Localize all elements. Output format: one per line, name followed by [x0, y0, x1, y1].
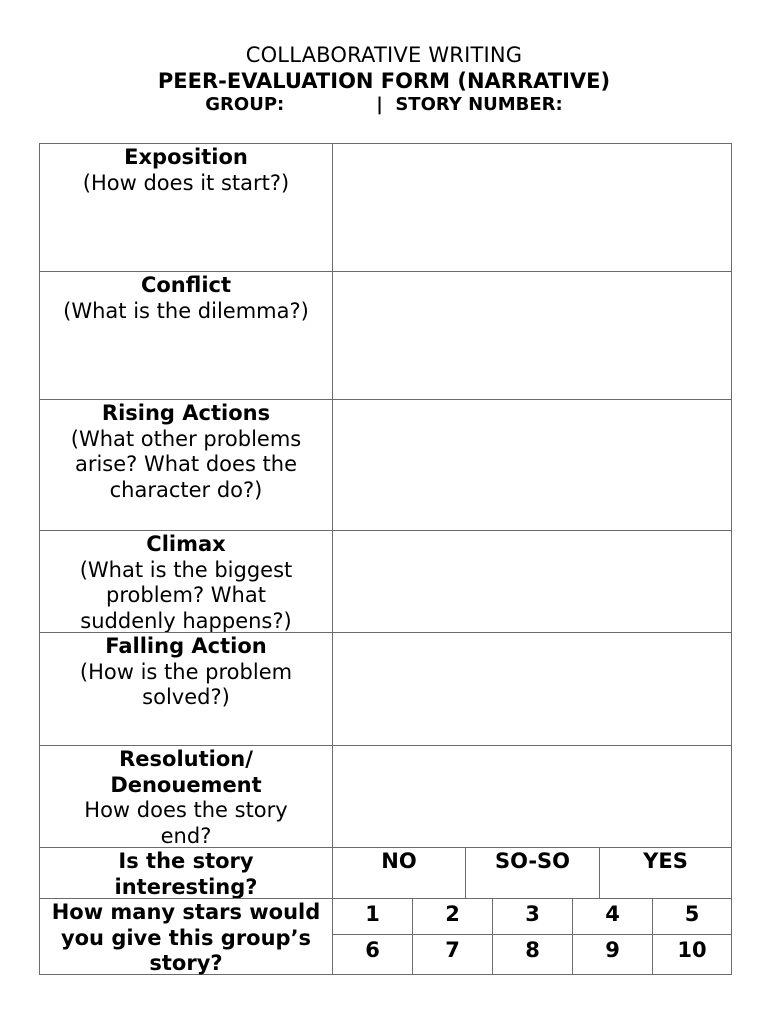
group-label: GROUP:: [205, 94, 285, 115]
star-option-4[interactable]: 4: [572, 898, 653, 935]
section-title: Resolution/ Denouement: [110, 747, 262, 797]
star-option-6[interactable]: 6: [332, 934, 413, 975]
header-separator: |: [376, 94, 383, 115]
section-rising-actions-label: [39, 399, 333, 531]
section-prompt: (What is the biggest problem? What suddenly happens?): [79, 557, 293, 633]
section-prompt: (What other problems arise? What does the character do?): [70, 426, 302, 502]
section-resolution-answer[interactable]: [332, 745, 732, 848]
star-option-5[interactable]: 5: [652, 898, 732, 935]
star-option-9[interactable]: 9: [572, 934, 653, 975]
section-exposition-label: [39, 143, 333, 272]
star-option-1[interactable]: 1: [332, 898, 413, 935]
interest-option-yes[interactable]: YES: [599, 847, 732, 899]
star-option-10[interactable]: 10: [652, 934, 732, 975]
section-exposition-answer[interactable]: [332, 143, 732, 272]
star-option-7[interactable]: 7: [412, 934, 493, 975]
section-climax-label: [39, 530, 333, 633]
story-number-label: STORY NUMBER:: [395, 94, 563, 115]
section-prompt: (How is the problem solved?): [79, 659, 293, 709]
section-conflict-answer[interactable]: [332, 271, 732, 400]
section-prompt: How does the story end?: [84, 798, 288, 848]
star-option-3[interactable]: 3: [492, 898, 573, 935]
interest-option-so-so[interactable]: SO-SO: [465, 847, 600, 899]
interest-question: Is the story interesting?: [39, 847, 333, 899]
stars-question: How many stars would you give this group’s story?: [39, 898, 333, 975]
form-subtitle: PEER-EVALUATION FORM (NARRATIVE): [157, 69, 611, 93]
star-option-8[interactable]: 8: [492, 934, 573, 975]
section-title: Climax: [146, 532, 226, 556]
interest-option-no[interactable]: NO: [332, 847, 466, 899]
form-title: COLLABORATIVE WRITING: [245, 43, 523, 67]
section-title: Conflict: [140, 273, 232, 297]
section-prompt: (What is the dilemma?): [63, 298, 309, 323]
section-climax-answer[interactable]: [332, 530, 732, 633]
star-option-2[interactable]: 2: [412, 898, 493, 935]
form-header: [0, 42, 768, 116]
section-title: Exposition: [124, 145, 248, 169]
section-resolution-label: [39, 745, 333, 848]
evaluation-table: [39, 143, 732, 975]
section-title: Falling Action: [105, 634, 267, 658]
section-rising-actions-answer[interactable]: [332, 399, 732, 531]
section-conflict-label: [39, 271, 333, 400]
section-falling-action-label: [39, 632, 333, 746]
section-title: Rising Actions: [101, 401, 271, 425]
group-story-line: [0, 94, 768, 116]
section-prompt: (How does it start?): [82, 170, 290, 195]
section-falling-action-answer[interactable]: [332, 632, 732, 746]
